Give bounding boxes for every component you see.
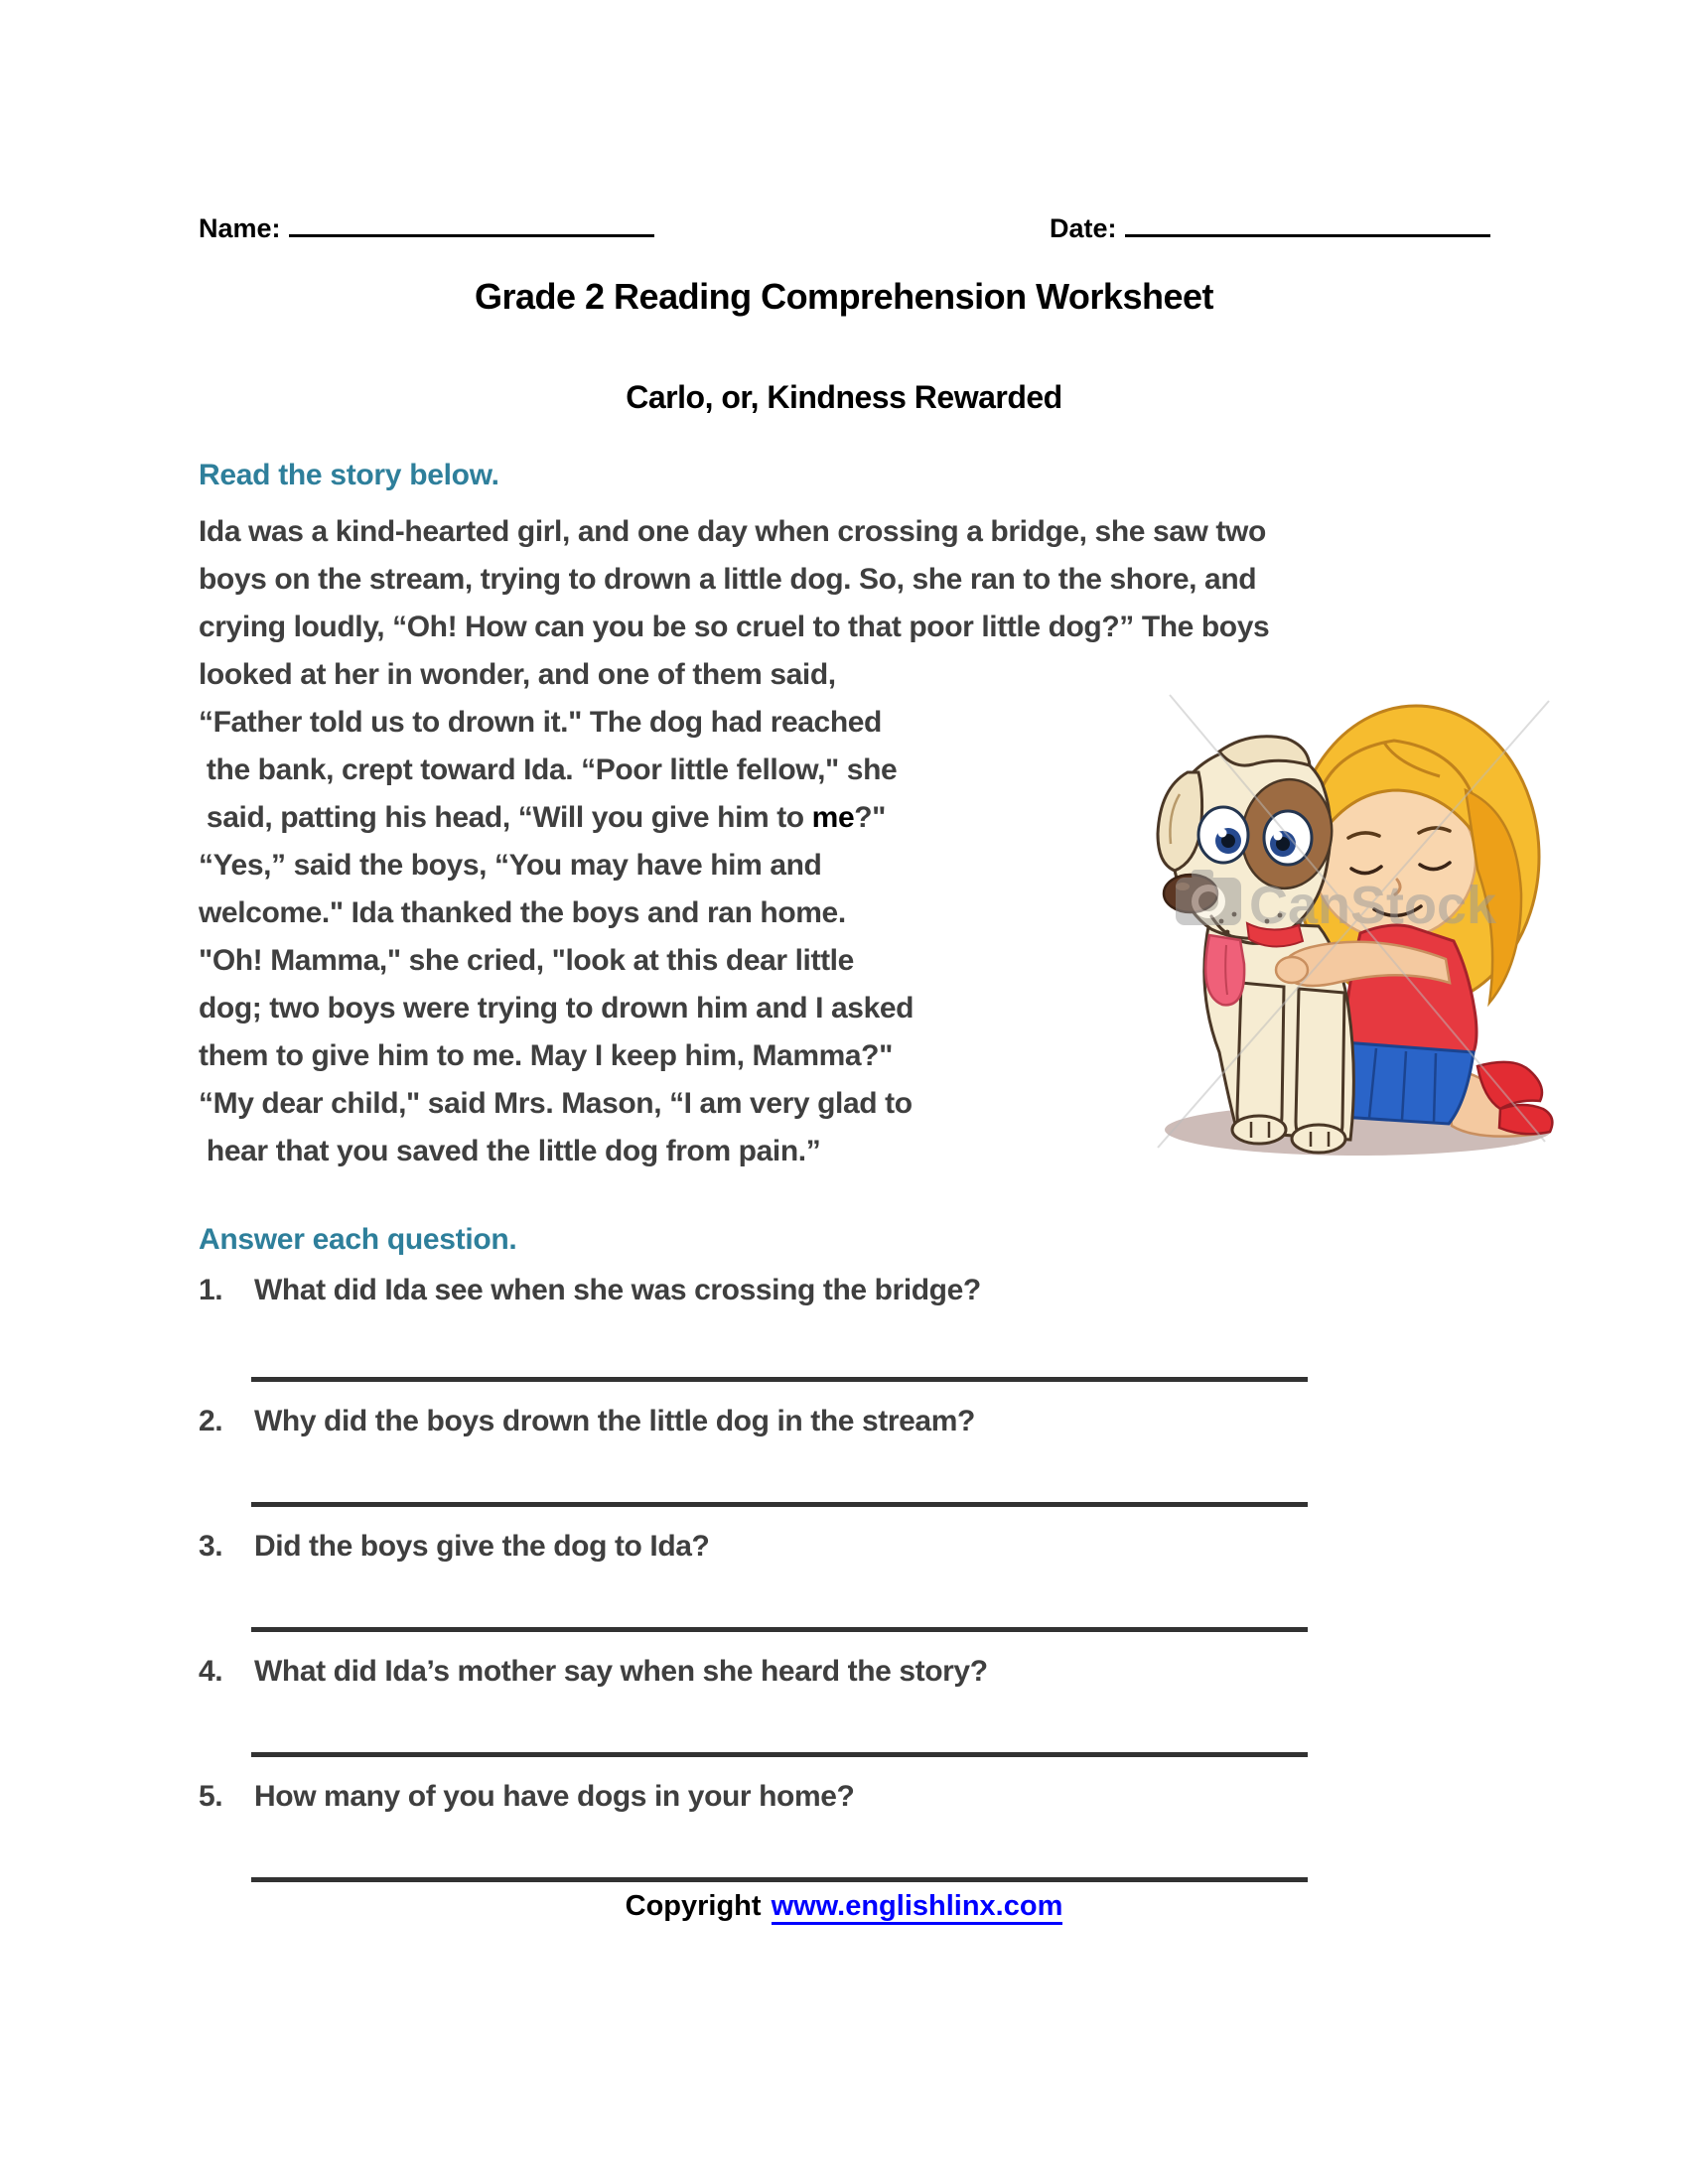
- story-line: them to give him to me. May I keep him, Mamma?": [199, 1039, 893, 1072]
- date-label: Date:: [1050, 213, 1117, 243]
- question-number: 3.: [199, 1530, 223, 1563]
- story-line: hear that you saved the little dog from pain.”: [199, 1135, 821, 1167]
- question-text: How many of you have dogs in your home?: [254, 1780, 855, 1813]
- question-row: [199, 1405, 975, 1438]
- story-line: looked at her in wonder, and one of them said,: [199, 658, 836, 691]
- story-line: the bank, crept toward Ida. “Poor little fellow," she: [199, 753, 898, 786]
- story-line: welcome." Ida thanked the boys and ran home.: [199, 896, 846, 929]
- name-label: Name:: [199, 213, 281, 243]
- question-row: [199, 1780, 854, 1814]
- date-field: [1050, 205, 1490, 244]
- story-line: "Oh! Mamma," she cried, "look at this dear little: [199, 944, 854, 977]
- question-number: 4.: [199, 1655, 223, 1688]
- answer-questions-heading: Answer each question.: [199, 1223, 517, 1256]
- watermark-text: CanStock: [1249, 876, 1497, 935]
- date-blank-line: [1125, 205, 1490, 237]
- answer-blank-line: [251, 1627, 1308, 1632]
- answer-blank-line: [251, 1377, 1308, 1382]
- story-line: crying loudly, “Oh! How can you be so cruel to that poor little dog?” The boys: [199, 611, 1270, 643]
- answer-blank-line: [251, 1752, 1308, 1757]
- copyright-label: Copyright: [625, 1890, 762, 1922]
- story-line: “My dear child," said Mrs. Mason, “I am very glad to: [199, 1087, 913, 1120]
- story-line: boys on the stream, trying to drown a little dog. So, she ran to the shore, and: [199, 563, 1257, 596]
- answer-blank-line: [251, 1877, 1308, 1882]
- copyright-link[interactable]: www.englishlinx.com: [772, 1890, 1063, 1925]
- girl-hand: [1276, 957, 1308, 983]
- question-text: What did Ida’s mother say when she heard the story?: [254, 1655, 988, 1688]
- girl-hugging-dog-illustration: [1150, 673, 1559, 1181]
- question-row: [199, 1274, 981, 1307]
- question-text: What did Ida see when she was crossing the bridge?: [254, 1274, 981, 1306]
- question-number: 1.: [199, 1274, 223, 1306]
- dog-paw: [1232, 1116, 1286, 1144]
- story-line: “Yes,” said the boys, “You may have him and: [199, 849, 822, 882]
- story-line: Ida was a kind-hearted girl, and one day when crossing a bridge, she saw two: [199, 515, 1266, 548]
- question-text: Did the boys give the dog to Ida?: [254, 1530, 710, 1563]
- page-title: Grade 2 Reading Comprehension Worksheet: [474, 276, 1213, 317]
- emphasized-word: me: [811, 801, 855, 834]
- name-field: [199, 205, 654, 244]
- story-line: “Father told us to drown it." The dog had reached: [199, 706, 882, 739]
- question-row: [199, 1655, 988, 1689]
- name-blank-line: [289, 205, 654, 237]
- read-story-heading: Read the story below.: [199, 459, 499, 491]
- story-paragraph: [199, 508, 1269, 1175]
- story-line: said, patting his head, “Will you give him to me?": [199, 801, 886, 834]
- worksheet-subtitle: Carlo, or, Kindness Rewarded: [626, 379, 1062, 415]
- question-number: 2.: [199, 1405, 223, 1437]
- question-row: [199, 1530, 709, 1564]
- answer-blank-line: [251, 1502, 1308, 1507]
- story-line: dog; two boys were trying to drown him and I asked: [199, 992, 914, 1024]
- question-number: 5.: [199, 1780, 223, 1813]
- question-text: Why did the boys drown the little dog in the stream?: [254, 1405, 975, 1437]
- footer: [0, 1890, 1688, 1923]
